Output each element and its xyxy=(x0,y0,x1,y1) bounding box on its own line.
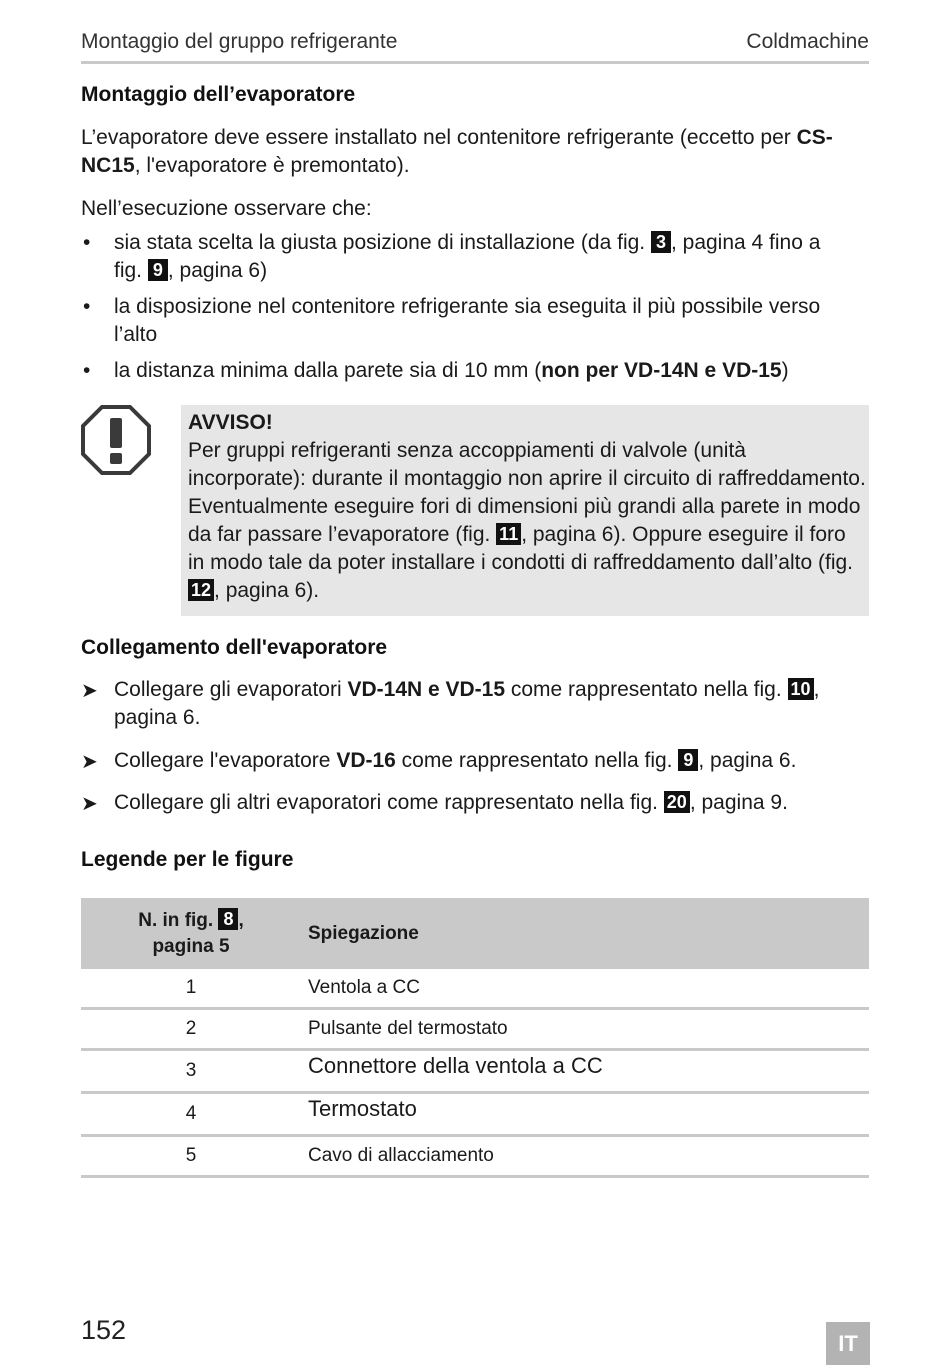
note-paragraph: Nell’esecuzione osservare che: xyxy=(81,197,372,220)
row-explanation: Connettore della ventola a CC xyxy=(301,1050,869,1093)
warning-title: AVVISO! xyxy=(188,411,273,434)
figure-ref-badge: 9 xyxy=(678,749,698,771)
row-number: 1 xyxy=(81,969,301,1009)
figure-ref-badge: 3 xyxy=(651,231,671,253)
column-header-number: N. in fig. 8 , pagina 5 xyxy=(81,898,301,969)
list-item-text: la disposizione nel contenitore refrigerante sia eseguita il più possibile verso l’alto xyxy=(114,295,821,346)
page-number: 152 xyxy=(81,1315,127,1345)
arrow-icon: ➤ xyxy=(81,751,98,773)
row-explanation: Cavo di allacciamento xyxy=(301,1136,869,1177)
row-number: 2 xyxy=(81,1009,301,1050)
intro-text-end: , l'evaporatore è premontato). xyxy=(134,154,410,177)
step-text: Collegare l'evaporatore VD-16 come rappresentato nella fig. 9 , pagina 6. xyxy=(114,749,797,772)
table-row xyxy=(81,1093,869,1136)
row-number: 5 xyxy=(81,1136,301,1177)
table-row xyxy=(81,1136,869,1177)
warning-content xyxy=(188,409,866,605)
arrow-icon: ➤ xyxy=(81,680,98,702)
list-item-text: sia stata scelta la giusta posizione di installazione (da fig. 3 , pagina 4 fino a fig. 9 , pagina 6) xyxy=(114,231,821,282)
figure-ref-badge: 20 xyxy=(664,791,690,813)
bullet-icon: • xyxy=(83,231,91,254)
bullet-icon: • xyxy=(83,359,91,382)
table-row xyxy=(81,969,869,1009)
figure-ref-badge: 9 xyxy=(148,259,168,281)
warning-box xyxy=(181,405,869,616)
section-title-legend: Legende per le figure xyxy=(81,848,294,871)
intro-text: L’evaporatore deve essere installato nel contenitore refrigerante (eccetto per xyxy=(81,126,797,149)
list-item-text: la distanza minima dalla parete sia di 10 mm (non per VD-14N e VD-15) xyxy=(114,359,789,382)
warning-text: Per gruppi refrigeranti senza accoppiamenti di valvole (unità incorporate): durante il montaggio non aprire il circuito di raffreddamento. Eventualmente eseguire fori di dimensioni più grandi alla parete in modo da far passare l’evaporatore (fig. 11 , pagina 6). Oppure eseguire il foro in modo tale da poter installare i condotti di raffreddamento dall’alto (fig. 12 , pagina 6). xyxy=(188,439,866,602)
legend-table xyxy=(81,898,869,1178)
header-product-name: Coldmachine xyxy=(746,30,869,53)
intro-model: CS-NC15 xyxy=(81,126,833,177)
row-number: 3 xyxy=(81,1050,301,1093)
table-row xyxy=(81,1050,869,1093)
language-tab: IT xyxy=(826,1322,870,1365)
figure-ref-badge: 11 xyxy=(496,523,521,545)
header-section-title: Montaggio del gruppo refrigerante xyxy=(81,30,398,53)
step-text: Collegare gli evaporatori VD-14N e VD-15 come rappresentato nella fig. 10 , pagina 6. xyxy=(114,678,820,729)
arrow-icon: ➤ xyxy=(81,793,98,815)
bullet-icon: • xyxy=(83,295,91,318)
running-header xyxy=(81,30,869,64)
intro-paragraph xyxy=(81,124,869,180)
step-text: Collegare gli altri evaporatori come rappresentato nella fig. 20 , pagina 9. xyxy=(114,791,788,814)
figure-ref-badge: 8 xyxy=(218,908,238,930)
figure-ref-badge: 12 xyxy=(188,579,214,601)
table-header-row xyxy=(81,898,869,969)
row-explanation: Pulsante del termostato xyxy=(301,1009,869,1050)
row-explanation: Termostato xyxy=(301,1093,869,1136)
table-row xyxy=(81,1009,869,1050)
section-title-connection: Collegamento dell'evaporatore xyxy=(81,636,388,659)
section-title-mounting: Montaggio dell’evaporatore xyxy=(81,83,356,106)
row-number: 4 xyxy=(81,1093,301,1136)
row-explanation: Ventola a CC xyxy=(301,969,869,1009)
column-header-explanation: Spiegazione xyxy=(301,898,869,969)
warning-octagon-icon xyxy=(81,405,151,475)
figure-ref-badge: 10 xyxy=(788,678,814,700)
